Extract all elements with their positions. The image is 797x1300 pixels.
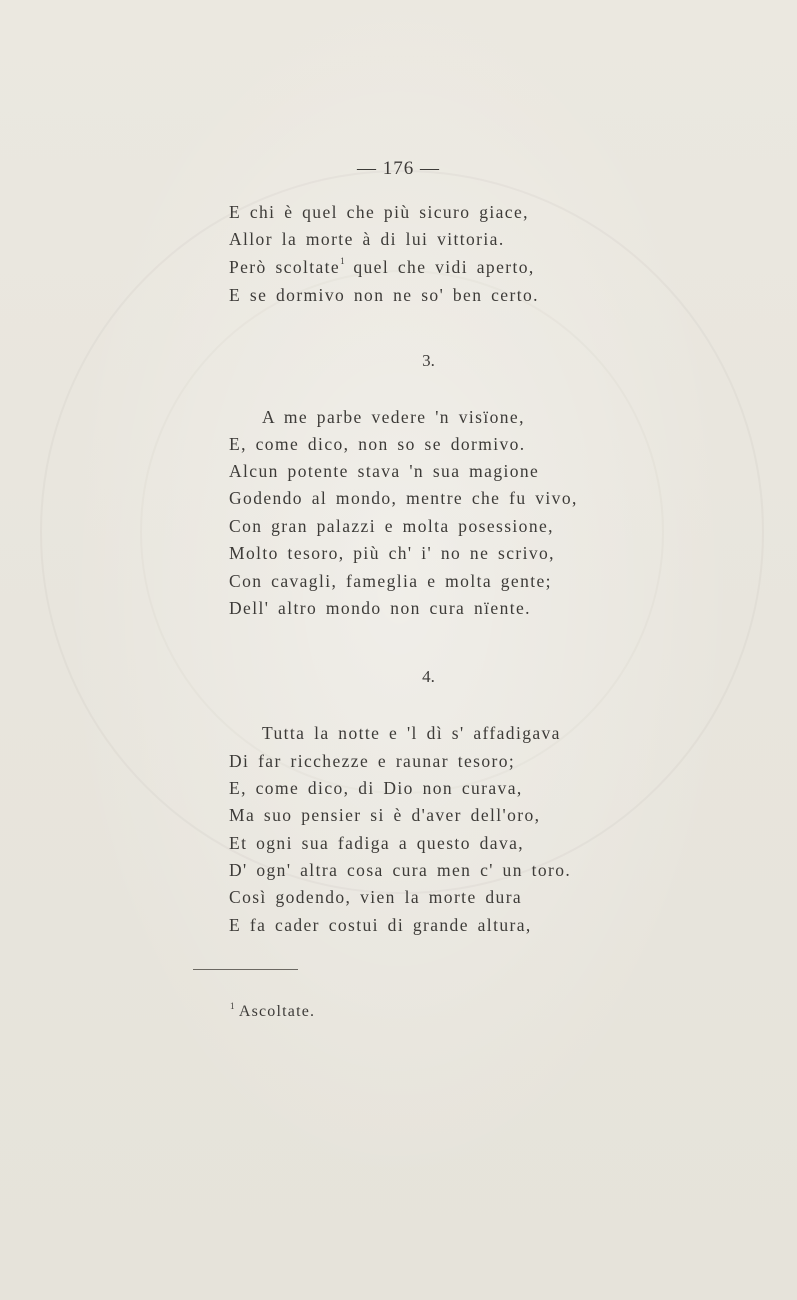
verse-line: Alcun potente stava 'n sua magione — [229, 461, 540, 481]
section-number: 4. — [422, 667, 435, 686]
verse-line: E, come dico, non so se dormivo. — [229, 434, 526, 454]
verse-line-end: quel che vidi aperto, — [344, 257, 535, 277]
verse-line: E fa cader costui di grande altura, — [229, 915, 532, 935]
footnote-marker: 1 — [230, 1001, 235, 1011]
verse-line: Con gran palazzi e molta posessione, — [229, 516, 554, 536]
verse-line: E, come dico, di Dio non curava, — [229, 778, 523, 798]
verse-line: Dell' altro mondo non cura nïente. — [229, 598, 531, 618]
verse-line: Con cavagli, fameglia e molta gente; — [229, 571, 552, 591]
verse-line: Allor la morte à di lui vittoria. — [229, 229, 505, 249]
footnote-divider — [193, 969, 298, 970]
verse-line-start: Però scoltate — [229, 257, 341, 277]
verse-line: Molto tesoro, più ch' i' no ne scrivo, — [229, 543, 555, 563]
verse-line: D' ogn' altra cosa cura men c' un toro. — [229, 860, 572, 880]
verse-line: Così godendo, vien la morte dura — [229, 887, 523, 907]
section-number: 3. — [422, 351, 435, 370]
footnote-text: Ascoltate. — [238, 1003, 316, 1020]
verse-line: Tutta la notte e 'l dì s' affadigava — [262, 723, 561, 743]
verse-line: E chi è quel che più sicuro giace, — [229, 202, 529, 222]
verse-line: Ma suo pensier si è d'aver dell'oro, — [229, 805, 541, 825]
verse-line: Di far ricchezze e raunar tesoro; — [229, 751, 516, 771]
verse-line — [229, 256, 535, 277]
footnote-marker: 1 — [340, 256, 345, 266]
verse-line: A me parbe vedere 'n visïone, — [262, 407, 525, 427]
verse-line: Godendo al mondo, mentre che fu vivo, — [229, 488, 578, 508]
page-number: — 176 — — [357, 158, 440, 179]
footnote — [230, 1003, 315, 1021]
verse-line: Et ogni sua fadiga a questo dava, — [229, 833, 525, 853]
verse-line: E se dormivo non ne so' ben certo. — [229, 285, 539, 305]
